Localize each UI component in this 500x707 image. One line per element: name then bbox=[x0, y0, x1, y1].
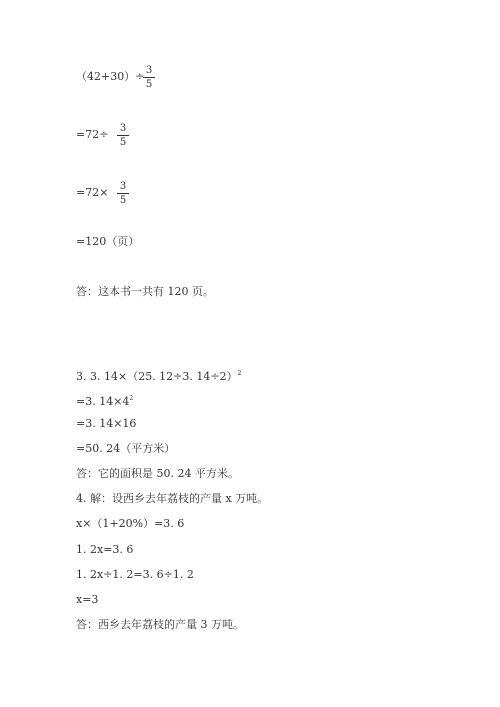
problem-4-line-2: x×（1+20%）=3. 6 bbox=[76, 517, 185, 530]
problem-3-expression: =3. 14×4 bbox=[76, 395, 130, 408]
step-3: =72× bbox=[76, 186, 109, 199]
fraction-denominator: 5 bbox=[119, 137, 127, 148]
fraction-denominator: 5 bbox=[145, 79, 153, 90]
problem-3-expression: 3. 3. 14×（25. 12÷3. 14÷2） bbox=[76, 370, 238, 383]
superscript: 2 bbox=[129, 395, 134, 402]
fraction-denominator: 5 bbox=[119, 195, 127, 206]
problem-4-answer: 答：西乡去年荔枝的产量 3 万吨。 bbox=[76, 618, 244, 631]
fraction-bar bbox=[117, 135, 129, 136]
problem-4-line-5: x=3 bbox=[76, 593, 99, 606]
fraction-numerator: 3 bbox=[119, 123, 127, 134]
problem-3-line-2 bbox=[76, 392, 133, 409]
problem-3-line-3: =3. 14×16 bbox=[76, 417, 137, 430]
problem-4-line-4: 1. 2x÷1. 2=3. 6÷1. 2 bbox=[76, 568, 194, 581]
problem-3-line-4: =50. 24（平方米） bbox=[76, 442, 176, 455]
fraction-numerator: 3 bbox=[119, 181, 127, 192]
superscript: 2 bbox=[237, 370, 242, 377]
fraction-3-5-b bbox=[117, 123, 129, 148]
step-1: （42+30）÷ bbox=[76, 70, 145, 83]
answer-2: 答：这本书一共有 120 页。 bbox=[76, 285, 214, 298]
problem-3-answer: 答：它的面积是 50. 24 平方米。 bbox=[76, 467, 239, 480]
fraction-numerator: 3 bbox=[145, 65, 153, 76]
fraction-3-5-a bbox=[143, 65, 155, 90]
fraction-bar bbox=[117, 193, 129, 194]
step-4: =120（页） bbox=[76, 235, 140, 248]
step-2: =72÷ bbox=[76, 128, 109, 141]
problem-4-line-1: 4. 解：设西乡去年荔枝的产量 x 万吨。 bbox=[76, 492, 269, 505]
problem-4-line-3: 1. 2x=3. 6 bbox=[76, 543, 134, 556]
fraction-bar bbox=[143, 77, 155, 78]
problem-3-line-1 bbox=[76, 367, 241, 384]
fraction-3-5-c bbox=[117, 181, 129, 206]
